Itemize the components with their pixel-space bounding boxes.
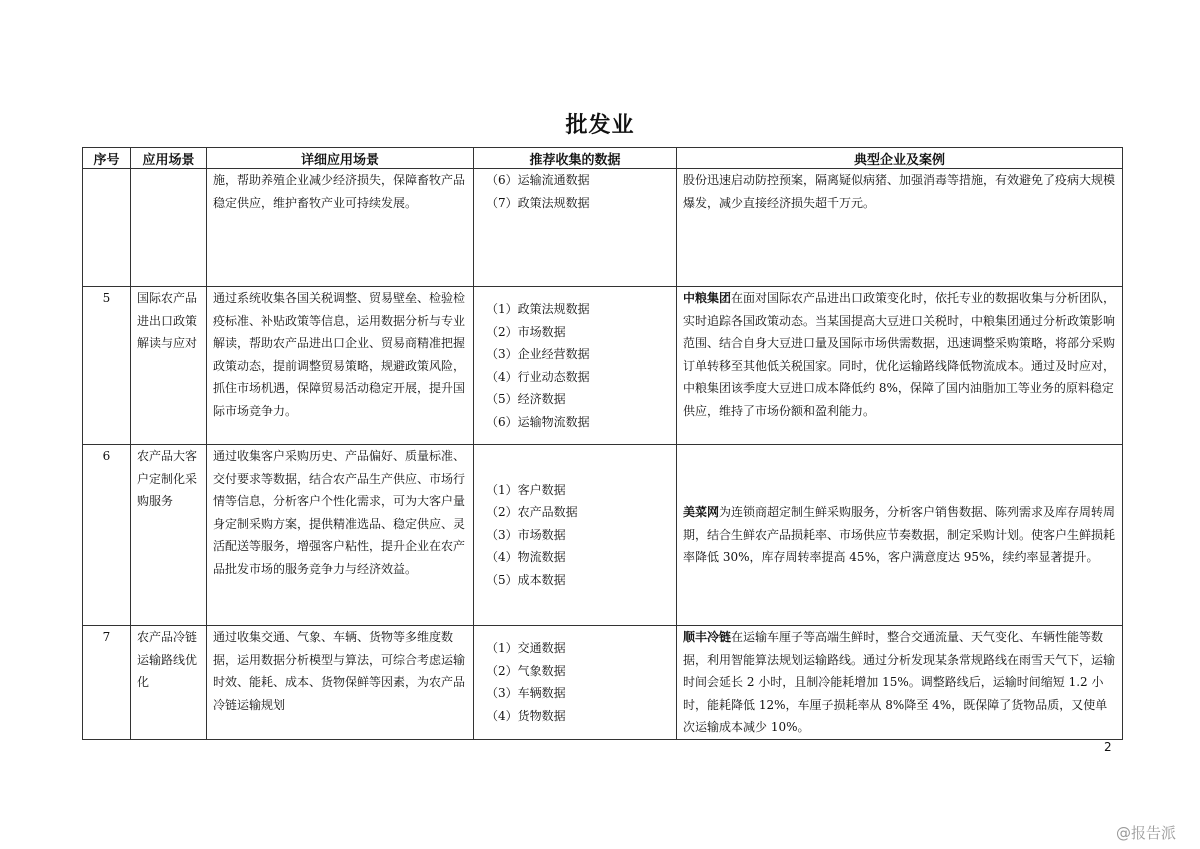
row-case [677,287,1123,445]
row-seq: 6 [83,445,131,626]
row-detail: 通过收集客户采购历史、产品偏好、质量标准、交付要求等数据，结合农产品生产供应、市场行情等信息，分析客户个性化需求，可为大客户量身定制采购方案，提供精准选品、稳定供应、灵活配送等服务，增强客户粘性，提升企业在农产品批发市场的服务竞争力与经济效益。 [207,445,474,626]
header-case: 典型企业及案例 [677,148,1123,169]
row-data [474,626,677,740]
row-scene: 国际农产品进出口政策解读与应对 [131,287,207,445]
header-detail: 详细应用场景 [207,148,474,169]
table-row [83,445,1123,626]
case-text: 为连锁商超定制生鲜采购服务，分析客户销售数据、陈列需求及库存周转周期，结合生鲜农产品损耗率、市场供应节奏数据，制定采购计划。使客户生鲜损耗率降低 30%，库存周转率提高 45%，客户满意度达 95%，续约率显著提升。 [683,505,1116,565]
case-company: 中粮集团 [683,291,732,305]
row-data [474,169,677,287]
data-item: （2）农产品数据 [486,505,578,520]
header-seq: 序号 [83,148,131,169]
data-item: （4）物流数据 [486,550,566,565]
row-detail: 施，帮助养殖企业减少经济损失，保障畜牧产品稳定供应，维护畜牧产业可持续发展。 [207,169,474,287]
data-item: （1）客户数据 [486,482,566,497]
page-number: 2 [1104,740,1112,754]
data-item: （2）市场数据 [486,324,566,339]
row-scene: 农产品冷链运输路线优化 [131,626,207,740]
case-text: 在运输车厘子等高端生鲜时，整合交通流量、天气变化、车辆性能等数据，利用智能算法规划运输路线。通过分析发现某条常规路线在雨雪天气下，运输时间会延长 2 小时，且制冷能耗增加 15%。调整路线后，运输时间缩短 1.2 小时，能耗降低 12%，车厘子损耗率从 8%降至 4%，既保障了货物品质，又使单次运输成本减少 10%。 [683,630,1116,734]
data-item: （3）企业经营数据 [486,347,590,361]
row-seq: 5 [83,287,131,445]
row-case [677,626,1123,740]
data-item: （4）行业动态数据 [486,369,590,384]
data-item: （1）交通数据 [486,641,566,656]
page-title: 批发业 [565,113,635,138]
case-text: 在面对国际农产品进出口政策变化时，依托专业的数据收集与分析团队，实时追踪各国政策动态。当某国提高大豆进口关税时，中粮集团通过分析政策影响范围、结合自身大豆进口量及国际市场供需数据，迅速调整采购策略，将部分采购订单转移至其他低关税国家。同时，优化运输路线降低物流成本。通过及时应对，中粮集团该季度大豆进口成本降低约 8%，保障了国内油脂加工等业务的原料稳定供应，维持了市场份额和盈利能力。 [683,291,1116,418]
row-seq: 7 [83,626,131,740]
table-row [83,626,1123,740]
row-seq [83,169,131,287]
row-scene [131,169,207,287]
wholesale-table [82,147,1123,740]
header-scene: 应用场景 [131,148,207,169]
row-case [677,445,1123,626]
row-scene: 农产品大客户定制化采购服务 [131,445,207,626]
data-item: （4）货物数据 [486,708,566,723]
table-row [83,169,1123,287]
data-item: （1）政策法规数据 [486,302,590,316]
data-item: （6）运输流通数据 [486,173,590,187]
case-company: 美菜网 [683,505,720,520]
row-detail: 通过收集交通、气象、车辆、货物等多维度数据，运用数据分析模型与算法，可综合考虑运输时效、能耗、成本、货物保鲜等因素，为农产品冷链运输规划 [207,626,474,740]
case-text: 股份迅速启动防控预案，隔离疑似病猪、加强消毒等措施，有效避免了疫病大规模爆发，减少直接经济损失超千万元。 [683,173,1116,210]
data-item: （2）气象数据 [486,663,566,678]
data-item: （5）经济数据 [486,392,566,406]
header-data: 推荐收集的数据 [474,148,677,169]
row-case [677,169,1123,287]
data-item: （7）政策法规数据 [486,195,590,210]
row-detail: 通过系统收集各国关税调整、贸易壁垒、检验检疫标准、补贴政策等信息，运用数据分析与专业解读，帮助农产品进出口企业、贸易商精准把握政策动态，提前调整贸易策略，规避政策风险，抓住市场机遇，保障贸易活动稳定开展，提升国际市场竞争力。 [207,287,474,445]
table-row [83,287,1123,445]
watermark: @报告派 [1116,824,1177,842]
data-item: （6）运输物流数据 [486,414,590,429]
data-item: （3）车辆数据 [486,686,566,701]
row-data [474,445,677,626]
data-item: （3）市场数据 [486,527,566,542]
row-data [474,287,677,445]
table-header-row [83,148,1123,169]
case-company: 顺丰冷链 [683,630,732,644]
data-item: （5）成本数据 [486,572,566,587]
